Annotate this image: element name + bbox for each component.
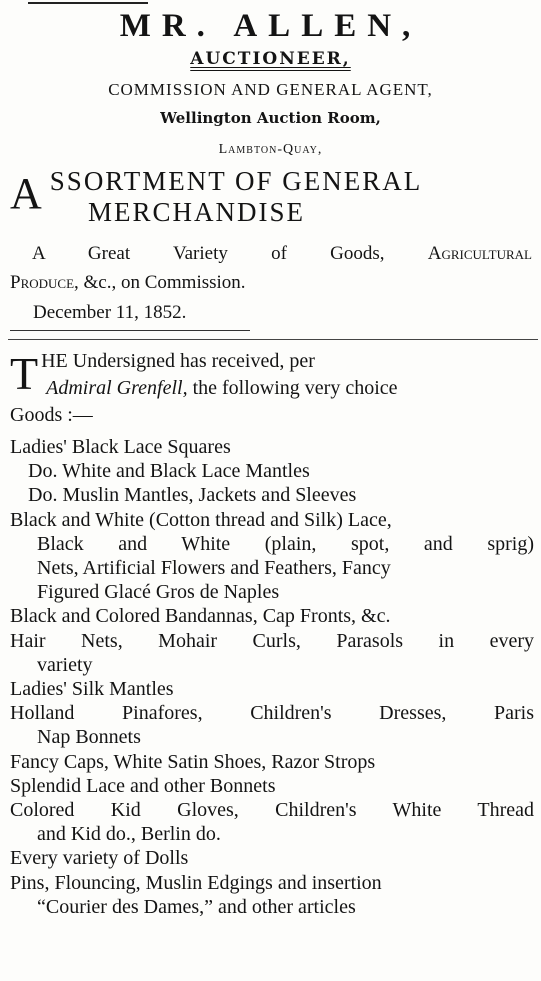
list-item: Fancy Caps, White Satin Shoes, Razor Strops [10, 750, 376, 773]
list-item: Ladies' Black Lace Squares [10, 436, 231, 458]
list-item: Do. Muslin Mantles, Jackets and Sleeves [28, 484, 357, 507]
intro-line-1: HE Undersigned has received, per [41, 350, 315, 372]
list-item: Black and Colored Bandannas, Cap Fronts, &c. [10, 605, 391, 628]
list-item: Holland Pinafores, Children's Dresses, Paris [10, 702, 534, 725]
heading-line-2: MERCHANDISE [88, 197, 306, 227]
list-item: Ladies' Silk Mantles [10, 678, 174, 701]
list-item: Black and White (Cotton thread and Silk) Lace, [10, 508, 392, 531]
intro-drop-cap: T [10, 348, 39, 399]
intro-line-3: Goods :— [10, 404, 93, 426]
variety-text-a: A Great Variety of Goods, [32, 243, 385, 264]
variety-text-c: Produce, [10, 272, 79, 293]
auctioneer-title: AUCTIONEER, [190, 49, 351, 69]
divider-short [10, 330, 250, 331]
intro-line-2-rest: the following very choice [192, 377, 398, 399]
intro-line-2 [10, 375, 532, 402]
list-item: and Kid do., Berlin do. [37, 823, 221, 846]
auctioneer-name: MR. ALLEN, [119, 8, 422, 44]
variety-line-1 [10, 239, 532, 268]
list-item: “Courier des Dames,” and other articles [37, 895, 356, 918]
list-item: Nets, Artificial Flowers and Feathers, Fancy [37, 557, 391, 580]
list-item: Do. White and Black Lace Mantles [28, 460, 310, 483]
ship-name: Admiral Grenfell, [46, 377, 188, 399]
heading-drop-cap: A [10, 169, 44, 218]
top-rule [28, 2, 148, 4]
list-item: Pins, Flouncing, Muslin Edgings and insertion [10, 871, 382, 894]
variety-text-d: &c., on Commission. [83, 272, 246, 293]
goods-list [10, 435, 534, 919]
auction-room-name: Wellington Auction Room, [160, 109, 381, 127]
divider-long [8, 339, 538, 340]
assortment-heading [10, 166, 540, 228]
list-item: Every variety of Dolls [10, 847, 189, 870]
variety-text-b: Agricultural [427, 243, 532, 264]
variety-paragraph [10, 239, 532, 297]
list-item: Splendid Lace and other Bonnets [10, 774, 276, 797]
list-item: Figured Glacé Gros de Naples [37, 581, 280, 604]
list-item: Black and White (plain, spot, and sprig) [37, 532, 534, 555]
notice-date: December 11, 1852. [33, 302, 187, 323]
list-item: Nap Bonnets [37, 726, 141, 749]
list-item: variety [37, 653, 93, 676]
list-item: Hair Nets, Mohair Curls, Parasols in every [10, 629, 534, 652]
intro-paragraph [10, 348, 532, 429]
location-line: Lambton-Quay, [218, 142, 323, 157]
agent-title: COMMISSION AND GENERAL AGENT, [108, 80, 433, 99]
heading-line-1: SSORTMENT OF GENERAL [49, 166, 423, 196]
list-item: Colored Kid Gloves, Children's White Thread [10, 799, 534, 822]
